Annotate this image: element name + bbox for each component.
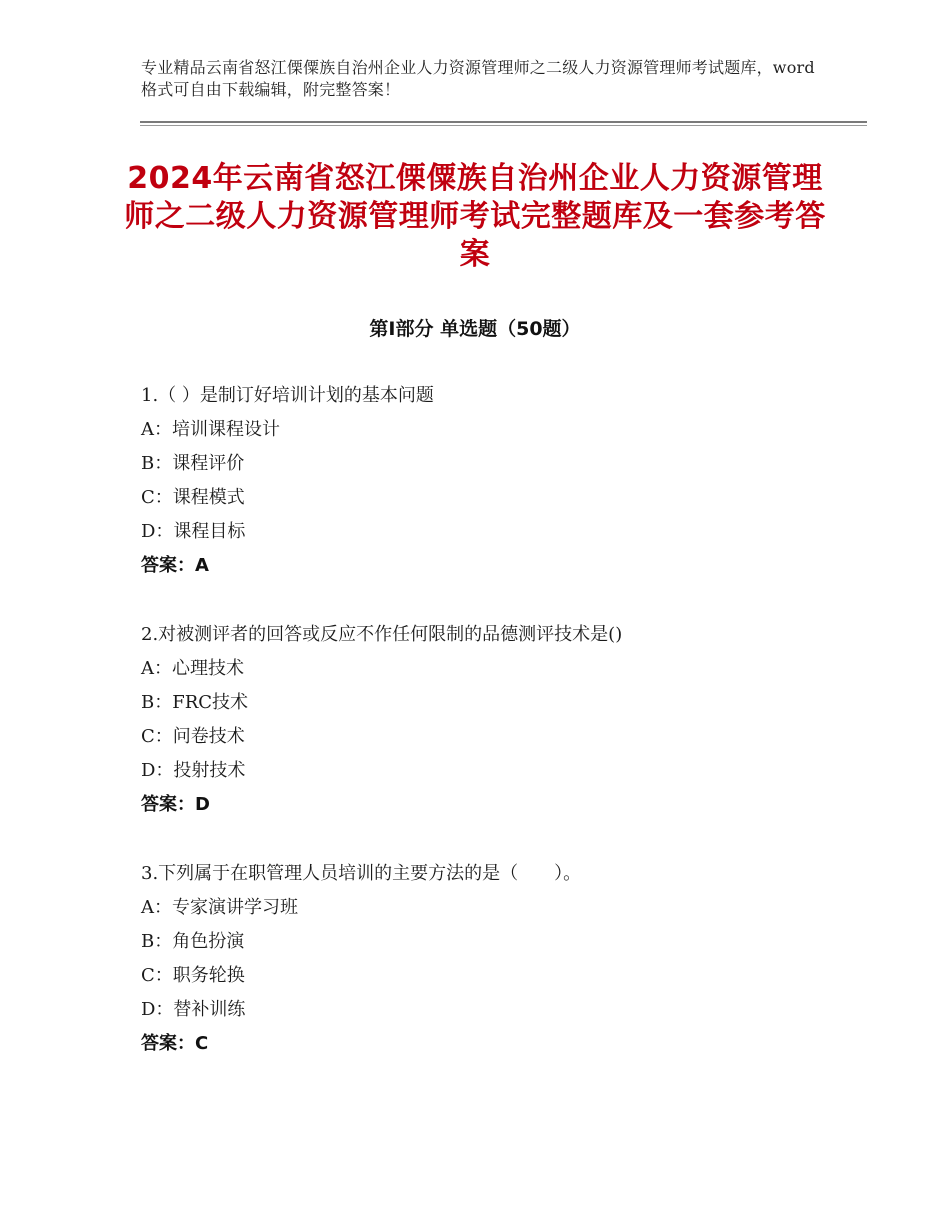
section-heading: 第Ⅰ部分 单选题（50题） — [369, 318, 581, 340]
option-c: C：课程模式 — [141, 487, 245, 508]
question-block — [141, 857, 841, 1061]
option-a: A：心理技术 — [141, 658, 244, 679]
option-c: C：职务轮换 — [141, 965, 245, 986]
option-c: C：问卷技术 — [141, 726, 245, 747]
answer-line: 答案：C — [141, 1033, 209, 1054]
question-stem: 2.对被测评者的回答或反应不作任何限制的品德测评技术是() — [141, 624, 623, 645]
answer-line: 答案：A — [141, 555, 209, 576]
question-block — [141, 618, 841, 822]
question-stem: 1.（ ）是制订好培训计划的基本问题 — [141, 385, 434, 406]
header-rule-thin — [140, 125, 867, 126]
question-block — [141, 379, 841, 583]
option-d: D：投射技术 — [141, 760, 246, 781]
option-b: B：课程评价 — [141, 453, 245, 474]
option-a: A：培训课程设计 — [141, 419, 280, 440]
header-note: 专业精品云南省怒江傈僳族自治州企业人力资源管理师之二级人力资源管理师考试题库，word格式可自由下载编辑，附完整答案！ — [141, 58, 815, 99]
question-stem: 3.下列属于在职管理人员培训的主要方法的是（ ）。 — [141, 863, 582, 884]
option-b: B：FRC技术 — [141, 692, 249, 713]
header-rule-thick — [140, 121, 867, 123]
option-d: D：课程目标 — [141, 521, 246, 542]
option-d: D：替补训练 — [141, 999, 246, 1020]
document-title: 2024年云南省怒江傈僳族自治州企业人力资源管理师之二级人力资源管理师考试完整题库及一套参考答案 — [124, 161, 826, 272]
option-a: A：专家演讲学习班 — [141, 897, 298, 918]
answer-line: 答案：D — [141, 794, 210, 815]
option-b: B：角色扮演 — [141, 931, 245, 952]
